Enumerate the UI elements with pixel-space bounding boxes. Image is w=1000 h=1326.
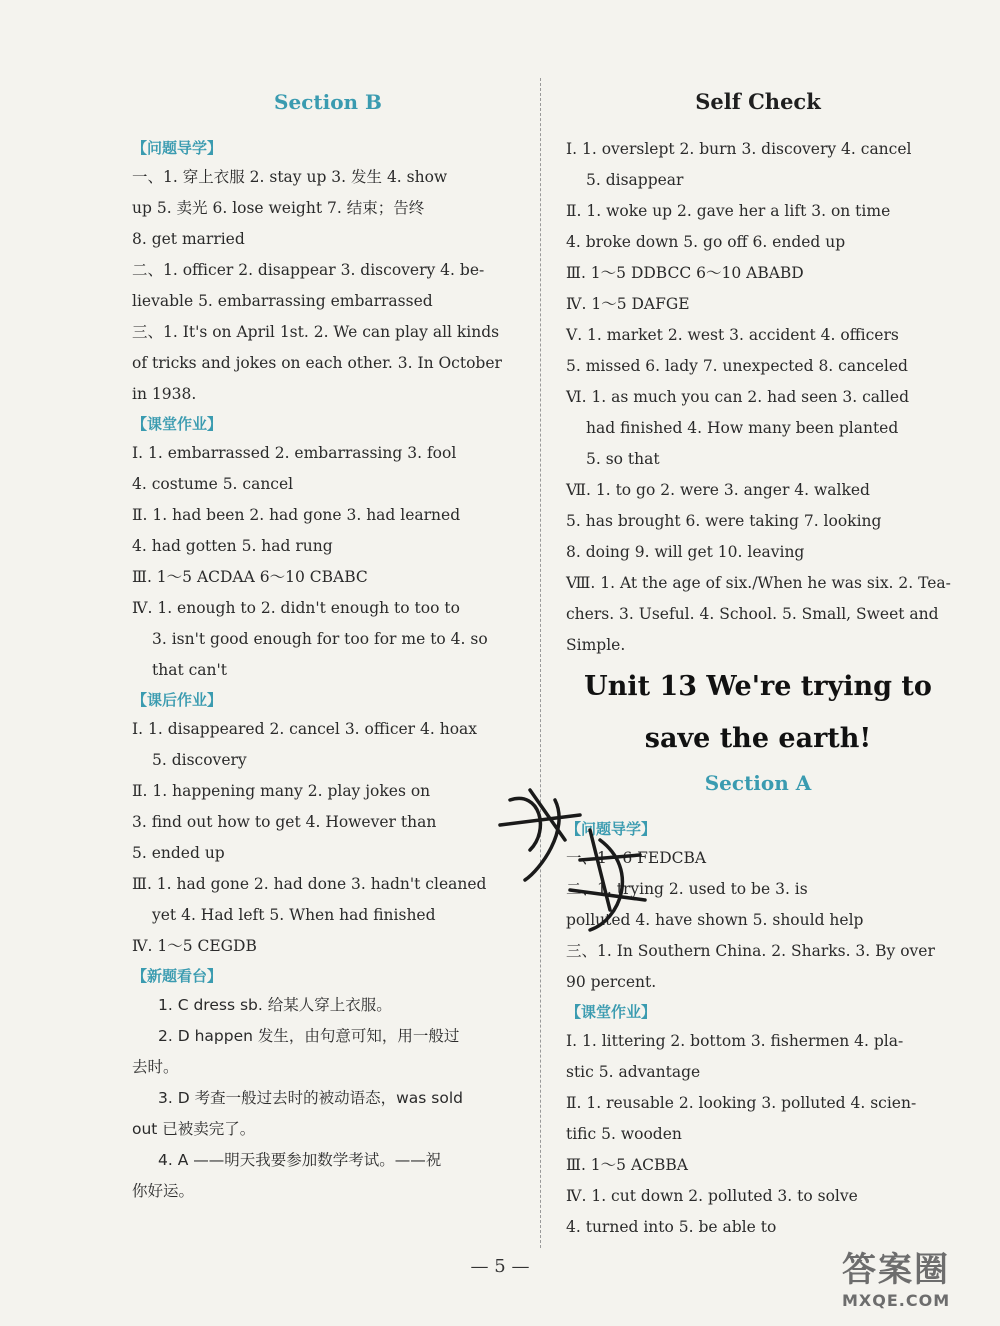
page-number: — 5 —: [470, 1256, 530, 1277]
unit-title: Unit 13 We're trying to: [584, 671, 932, 702]
answer-line: yet 4. Had left 5. When had finished: [152, 906, 436, 924]
watermark-url: MXQE.COM: [842, 1291, 951, 1310]
answer-line: Ⅱ. 1. reusable 2. looking 3. polluted 4. scien-: [566, 1094, 917, 1112]
column-divider: [540, 78, 541, 1248]
answer-line: lievable 5. embarrassing embarrassed: [132, 292, 433, 310]
answer-line: 5. disappear: [586, 171, 684, 189]
answer-line: Ⅵ. 1. as much you can 2. had seen 3. called: [566, 388, 910, 406]
answer-line: 3. isn't good enough for too for me to 4. so: [152, 630, 488, 648]
answer-line: had finished 4. How many been planted: [586, 419, 899, 437]
answer-line: 90 percent.: [566, 973, 657, 991]
answer-line: in 1938.: [132, 385, 197, 403]
exercise-heading: 【新题看台】: [132, 967, 223, 985]
unit-title: save the earth!: [644, 723, 872, 754]
answer-line: Ⅰ. 1. disappeared 2. cancel 3. officer 4. hoax: [132, 720, 478, 738]
answer-line: 5. discovery: [152, 751, 247, 769]
answer-line: Ⅷ. 1. At the age of six./When he was six. 2. Tea-: [566, 574, 951, 592]
answer-line: Ⅶ. 1. to go 2. were 3. anger 4. walked: [566, 481, 870, 499]
answer-line: Ⅱ. 1. happening many 2. play jokes on: [132, 782, 431, 800]
answer-line: 4. turned into 5. be able to: [566, 1218, 777, 1236]
left-answer-list: [132, 134, 524, 1207]
answer-line: Ⅲ. 1～5 DDBCC 6～10 ABABD: [566, 264, 804, 282]
answer-line: polluted 4. have shown 5. should help: [566, 911, 864, 929]
answer-line: 三、1. In Southern China. 2. Sharks. 3. By over: [566, 942, 935, 960]
answer-line: out 已被卖完了。: [132, 1120, 256, 1138]
answer-line: 5. has brought 6. were taking 7. looking: [566, 512, 882, 530]
answer-line: stic 5. advantage: [566, 1063, 701, 1081]
answer-line: of tricks and jokes on each other. 3. In October: [132, 354, 502, 372]
right-column: [566, 88, 950, 1243]
answer-line: 一、1～6 FEDCBA: [566, 849, 707, 867]
answer-line: 3. find out how to get 4. However than: [132, 813, 437, 831]
exercise-heading: 【课堂作业】: [566, 1003, 657, 1021]
answer-line: Ⅰ. 1. overslept 2. burn 3. discovery 4. cancel: [566, 140, 912, 158]
answer-line: 4. broke down 5. go off 6. ended up: [566, 233, 846, 251]
answer-line: 8. doing 9. will get 10. leaving: [566, 543, 805, 561]
answer-line: 3. D 考查一般过去时的被动语态，was sold: [158, 1089, 463, 1107]
answer-line: Ⅳ. 1～5 CEGDB: [132, 937, 257, 955]
answer-line: Ⅲ. 1. had gone 2. had done 3. hadn't cleaned: [132, 875, 487, 893]
answer-line: Simple.: [566, 636, 626, 654]
answer-line: Ⅲ. 1～5 ACDAA 6～10 CBABC: [132, 568, 368, 586]
left-column: [132, 88, 524, 1207]
site-watermark-logo: [842, 1250, 992, 1318]
answer-line: 三、1. It's on April 1st. 2. We can play all kinds: [132, 323, 500, 341]
answer-line: up 5. 卖光 6. lose weight 7. 结束；告终: [132, 199, 425, 217]
watermark-chinese: 答案圈: [842, 1250, 950, 1290]
exercise-heading: 【问题导学】: [132, 139, 223, 157]
answer-line: Ⅲ. 1～5 ACBBA: [566, 1156, 688, 1174]
handwriting-scribble-icon: [470, 770, 680, 940]
answer-line: 二、1. officer 2. disappear 3. discovery 4. be-: [132, 261, 485, 279]
answer-line: chers. 3. Useful. 4. School. 5. Small, Sweet and: [566, 605, 939, 623]
exercise-heading: 【课后作业】: [132, 691, 223, 709]
exercise-heading: 【问题导学】: [566, 820, 657, 838]
section-b-title: Section B: [274, 90, 382, 114]
answer-line: 4. had gotten 5. had rung: [132, 537, 333, 555]
answer-line: 去时。: [132, 1058, 179, 1076]
answer-line: 二、1. trying 2. used to be 3. is: [566, 880, 808, 898]
answer-line: Ⅱ. 1. had been 2. had gone 3. had learned: [132, 506, 461, 524]
answer-line: 4. A ——明天我要参加数学考试。——祝: [158, 1151, 442, 1169]
answer-line: Ⅴ. 1. market 2. west 3. accident 4. officers: [566, 326, 899, 344]
answer-line: Ⅰ. 1. embarrassed 2. embarrassing 3. fool: [132, 444, 457, 462]
answer-line: 5. ended up: [132, 844, 225, 862]
answer-line: Ⅱ. 1. woke up 2. gave her a lift 3. on time: [566, 202, 891, 220]
right-answer-list: [566, 134, 950, 1243]
answer-line: 5. missed 6. lady 7. unexpected 8. canceled: [566, 357, 908, 375]
answer-line: Ⅳ. 1～5 DAFGE: [566, 295, 690, 313]
answer-line: 5. so that: [586, 450, 660, 468]
answer-line: Ⅳ. 1. cut down 2. polluted 3. to solve: [566, 1187, 858, 1205]
answer-line: 你好运。: [132, 1182, 195, 1200]
answer-line: 1. C dress sb. 给某人穿上衣服。: [158, 996, 392, 1014]
self-check-title: Self Check: [695, 89, 821, 114]
answer-line: that can't: [152, 661, 228, 679]
answer-line: Ⅳ. 1. enough to 2. didn't enough to too to: [132, 599, 460, 617]
answer-line: 2. D happen 发生，由句意可知，用一般过: [158, 1027, 460, 1045]
answer-line: 4. costume 5. cancel: [132, 475, 294, 493]
answer-line: tific 5. wooden: [566, 1125, 682, 1143]
section-a-title: Section A: [704, 771, 812, 795]
answer-line: Ⅰ. 1. littering 2. bottom 3. fishermen 4. pla-: [566, 1032, 904, 1050]
answer-line: 8. get married: [132, 230, 245, 248]
answer-line: 一、1. 穿上衣服 2. stay up 3. 发生 4. show: [132, 168, 448, 186]
exercise-heading: 【课堂作业】: [132, 415, 223, 433]
